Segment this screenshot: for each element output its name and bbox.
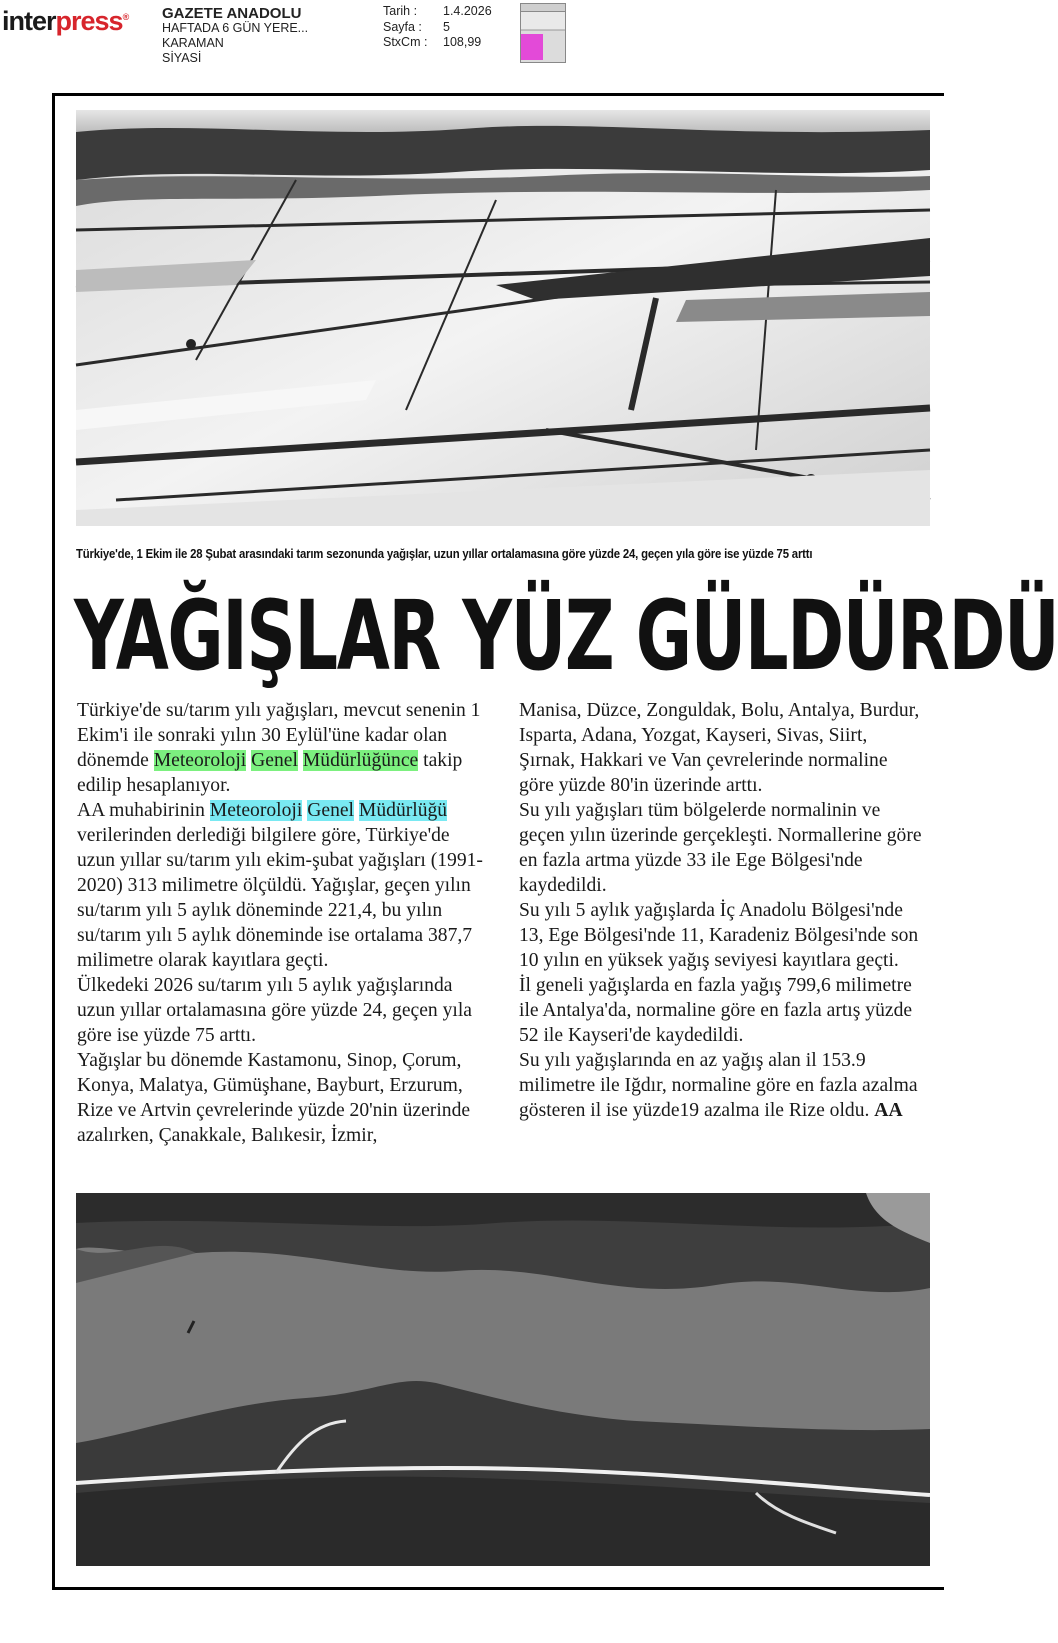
col1-paragraph-4: Yağışlar bu dönemde Kastamonu, Sinop, Çorum, Konya, Malatya, Gümüşhane, Bayburt, Erzurum, Rize ve Artvin çevrelerinde yüzde 20'nin üzerinde azalırken, Çanakkale, Balıkesir, İzmir, (77, 1050, 471, 1146)
col2-paragraph-4: İl geneli yağışlarda en fazla yağış 799,6 milimetre ile Antalya'da, normaline göre en fazla artış yüzde 52 ile Kayseri'de kaydedildi. (519, 975, 913, 1046)
article-column-2 (519, 698, 927, 1123)
highlight-meteoroloji-2: Meteoroloji (209, 800, 303, 821)
publication-city: KARAMAN (162, 36, 224, 50)
page-thumbnail[interactable] (520, 3, 566, 63)
col2-paragraph-1: Manisa, Düzce, Zonguldak, Bolu, Antalya, Burdur, Isparta, Adana, Yozgat, Kayseri, Sivas, Siirt, Şırnak, Hakkari ve Van çevrelerinde normaline göre yüzde 80'in üzerinde arttı. (519, 700, 920, 796)
article-spot: Türkiye'de, 1 Ekim ile 28 Şubat arasındaki tarım sezonunda yağışlar, uzun yıllar ortalamasına göre yüzde 24, geçen yıla göre ise yüzde 75 arttı (76, 546, 813, 561)
highlight-genel-2: Genel (307, 800, 355, 821)
article-source: AA (874, 1100, 903, 1121)
article-column-1 (77, 698, 485, 1148)
publication-name: GAZETE ANADOLU (162, 5, 302, 22)
col1-paragraph-1: Türkiye'de su/tarım yılı yağışları, mevcut senenin 1 Ekim'i ile sonraki yılın 30 Eylül'üne kadar olan dönemde Meteoroloji Genel Müdürlüğünce takip edilip hesaplanıyor. (77, 700, 481, 796)
publication-frequency: HAFTADA 6 GÜN YERE... (162, 21, 309, 35)
col1-paragraph-2: AA muhabirinin Meteoroloji Genel Müdürlüğü verilerinden derlediği bilgilere göre, Türkiye'de uzun yıllar su/tarım yılı ekim-şubat yağışları (1991-2020) 313 milimetre ölçüldü. Yağışlar, geçen yılın su/tarım yılı 5 aylık döneminde 221,4, bu yılın su/tarım yılı 5 aylık döneminde ise ortalama 387,7 milimetre olarak kayıtlara geçti. (77, 800, 483, 971)
size-value: 108,99 (443, 35, 482, 49)
clip-meta (383, 4, 492, 51)
publication-category: SİYASİ (162, 51, 202, 65)
page-value: 5 (443, 19, 450, 34)
highlight-mudurlugunce: Müdürlüğünce (302, 750, 419, 771)
col1-paragraph-3: Ülkedeki 2026 su/tarım yılı 5 aylık yağışlarında uzun yıllar ortalamasına göre yüzde 24, geçen yıla göre ise yüzde 75 arttı. (77, 975, 472, 1046)
col2-paragraph-5: Su yılı yağışlarında en az yağış alan il 153.9 milimetre ile Iğdır, normaline göre en fazla azalma gösteren il ise yüzde19 azalma ile Rize oldu. AA (519, 1050, 918, 1121)
highlight-genel: Genel (251, 750, 298, 771)
page-label: Sayfa : (383, 19, 422, 34)
logo-mark: ® (122, 12, 129, 22)
thumbnail-highlight (521, 34, 543, 60)
logo-part2: press (55, 6, 123, 36)
logo-part1: inter (2, 6, 56, 36)
flooded-fields-photo (76, 110, 930, 526)
date-label: Tarih : (383, 4, 418, 18)
col2-paragraph-3: Su yılı 5 aylık yağışlarda İç Anadolu Bölgesi'nde 13, Ege Bölgesi'nde 11, Karadeniz Bölgesi'nde son 10 yılın en yüksek yağış seviyesi kayıtlara geçti. (519, 900, 919, 971)
interpress-logo (2, 6, 128, 37)
date-value: 1.4.2026 (443, 4, 492, 18)
article-headline: YAĞIŞLAR YÜZ GÜLDÜRDÜ (74, 580, 1058, 692)
highlight-meteoroloji: Meteoroloji (153, 750, 247, 771)
col2-paragraph-2: Su yılı yağışları tüm bölgelerde normalinin ve geçen yılın üzerinde gerçekleşti. Normallerine göre en fazla artma yüzde 33 ile Ege Bölgesi'nde kaydedildi. (519, 800, 922, 896)
size-label: StxCm : (383, 35, 428, 49)
highlight-mudurlugu: Müdürlüğü (358, 800, 448, 821)
reservoir-road-photo (76, 1193, 930, 1566)
publication-info (162, 6, 308, 66)
